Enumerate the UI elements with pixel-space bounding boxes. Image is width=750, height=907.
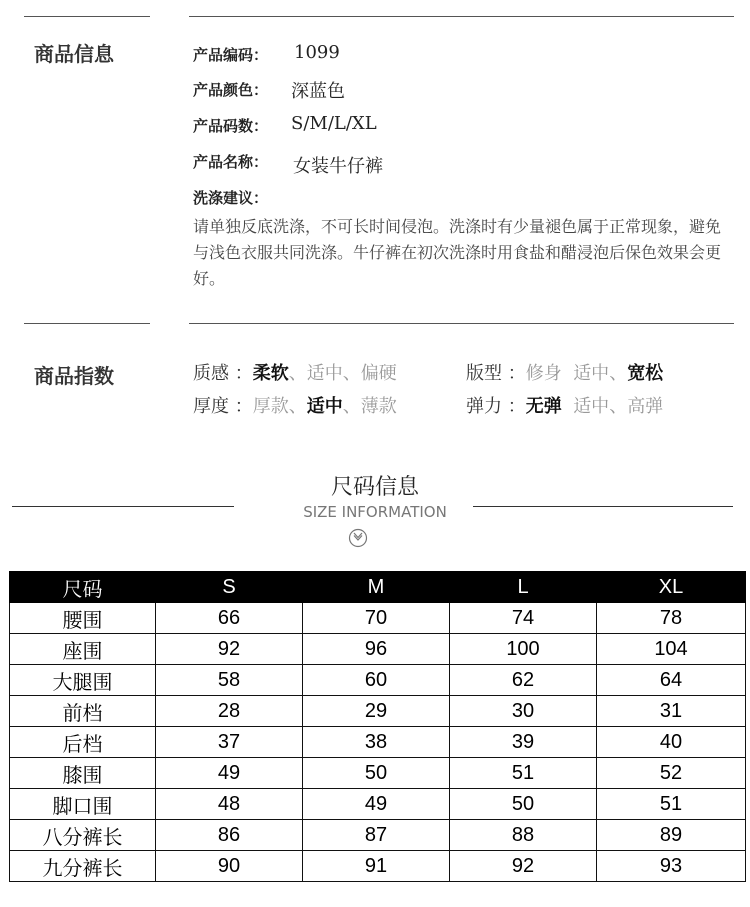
sizes-label — [193, 115, 268, 136]
product-index-title: 商品指数 — [34, 364, 114, 388]
table-row — [10, 727, 746, 758]
cell: 29 — [303, 696, 450, 727]
index-row-texture — [193, 359, 397, 385]
cell: 49 — [303, 789, 450, 820]
cell: 60 — [303, 665, 450, 696]
index-option-no-stretch: 无弹 — [525, 396, 562, 417]
cell: 50 — [450, 789, 597, 820]
wash-label-text: 洗涤建议 — [193, 189, 254, 207]
index-option-medium: 适中 — [573, 363, 610, 384]
index-option-medium: 适中 — [306, 396, 343, 417]
wash-label — [193, 187, 268, 208]
wash-instructions: 请单独反底洗涤，不可长时间侵泡。洗涤时有少量褪色属于正常现象，避免与浅色衣服共同洗涤。牛仔裤在初次洗涤时用食盐和醋浸泡后保色效果会更好。 — [193, 217, 722, 288]
index-option-thin: 薄款 — [360, 396, 397, 417]
cell: 92 — [450, 851, 597, 882]
color-label-text: 产品颜色 — [193, 81, 254, 99]
size-info-title: 尺码信息 — [330, 475, 419, 500]
wash-colon: ： — [253, 189, 269, 207]
row-label: 脚口围 — [10, 789, 156, 820]
sizes-value: S/M/L/XL — [291, 113, 377, 134]
row-label: 座围 — [10, 634, 156, 665]
row-label: 前档 — [10, 696, 156, 727]
index-sep: 、 — [288, 396, 307, 417]
index-option-medium: 适中 — [573, 396, 610, 417]
cell: 93 — [597, 851, 746, 882]
index-label-texture: 质感 — [193, 363, 229, 384]
cell: 64 — [597, 665, 746, 696]
cell: 90 — [156, 851, 303, 882]
cell: 62 — [450, 665, 597, 696]
name-colon: ： — [253, 153, 269, 171]
code-colon: ： — [253, 46, 269, 64]
cell: 50 — [303, 758, 450, 789]
table-row — [10, 696, 746, 727]
cell: 48 — [156, 789, 303, 820]
cell: 40 — [597, 727, 746, 758]
index-sep: 、 — [609, 396, 628, 417]
cell: 87 — [303, 820, 450, 851]
index-row-fit — [466, 359, 663, 385]
header-s: S — [156, 572, 303, 603]
cell: 100 — [450, 634, 597, 665]
table-row — [10, 820, 746, 851]
cell: 28 — [156, 696, 303, 727]
header-l: L — [450, 572, 597, 603]
index-option-thick: 厚款 — [252, 396, 289, 417]
row-label: 膝围 — [10, 758, 156, 789]
code-value: 1099 — [294, 42, 340, 63]
row-label: 九分裤长 — [10, 851, 156, 882]
color-label — [193, 79, 268, 100]
cell: 49 — [156, 758, 303, 789]
index-option-high-stretch: 高弹 — [627, 396, 664, 417]
index-sep: 、 — [609, 363, 628, 384]
row-label: 腰围 — [10, 603, 156, 634]
index-sep: 、 — [342, 396, 361, 417]
cell: 74 — [450, 603, 597, 634]
row-label: 八分裤长 — [10, 820, 156, 851]
cell: 37 — [156, 727, 303, 758]
cell: 96 — [303, 634, 450, 665]
cell: 31 — [597, 696, 746, 727]
cell: 89 — [597, 820, 746, 851]
header-m: M — [303, 572, 450, 603]
index-label-thickness: 厚度 — [193, 396, 229, 417]
size-table-header — [10, 572, 746, 603]
row-label: 后档 — [10, 727, 156, 758]
table-row — [10, 758, 746, 789]
cell: 66 — [156, 603, 303, 634]
name-value: 女装牛仔裤 — [293, 156, 383, 177]
index-option-soft: 柔软 — [252, 363, 289, 384]
cell: 58 — [156, 665, 303, 696]
divider-mid-right — [189, 323, 734, 324]
table-row — [10, 634, 746, 665]
header-xl: XL — [597, 572, 746, 603]
row-label: 大腿围 — [10, 665, 156, 696]
table-row — [10, 789, 746, 820]
code-label — [193, 44, 268, 65]
size-info-subtitle: SIZE INFORMATION — [303, 503, 447, 521]
chevron-down-circle-icon — [348, 528, 368, 548]
divider-mid-left — [24, 323, 150, 324]
table-row — [10, 851, 746, 882]
index-colon: ： — [507, 396, 526, 417]
cell: 91 — [303, 851, 450, 882]
cell: 78 — [597, 603, 746, 634]
cell: 92 — [156, 634, 303, 665]
index-row-elasticity — [466, 392, 663, 418]
divider-top-right — [189, 16, 734, 17]
cell: 30 — [450, 696, 597, 727]
size-table — [9, 571, 746, 882]
cell: 70 — [303, 603, 450, 634]
divider-top-left — [24, 16, 150, 17]
cell: 51 — [450, 758, 597, 789]
cell: 88 — [450, 820, 597, 851]
index-sep: 、 — [288, 363, 307, 384]
index-label-fit: 版型 — [466, 363, 502, 384]
sizes-colon: ： — [253, 117, 269, 135]
cell: 52 — [597, 758, 746, 789]
name-label-text: 产品名称 — [193, 153, 254, 171]
index-colon: ： — [507, 363, 526, 384]
index-sep: 、 — [342, 363, 361, 384]
index-option-hard: 偏硬 — [360, 363, 397, 384]
index-row-thickness — [193, 392, 397, 418]
cell: 86 — [156, 820, 303, 851]
code-label-text: 产品编码 — [193, 46, 254, 64]
sizes-label-text: 产品码数 — [193, 117, 254, 135]
index-colon: ： — [234, 363, 253, 384]
cell: 104 — [597, 634, 746, 665]
product-info-title: 商品信息 — [34, 42, 114, 66]
index-label-elasticity: 弹力 — [466, 396, 502, 417]
index-colon: ： — [234, 396, 253, 417]
cell: 51 — [597, 789, 746, 820]
color-value: 深蓝色 — [291, 81, 345, 102]
name-label — [193, 151, 268, 172]
table-row — [10, 665, 746, 696]
header-size: 尺码 — [10, 572, 156, 603]
cell: 39 — [450, 727, 597, 758]
index-option-medium: 适中 — [306, 363, 343, 384]
index-option-slim: 修身 — [525, 363, 562, 384]
table-row — [10, 603, 746, 634]
index-option-loose: 宽松 — [627, 363, 664, 384]
color-colon: ： — [253, 81, 269, 99]
cell: 38 — [303, 727, 450, 758]
